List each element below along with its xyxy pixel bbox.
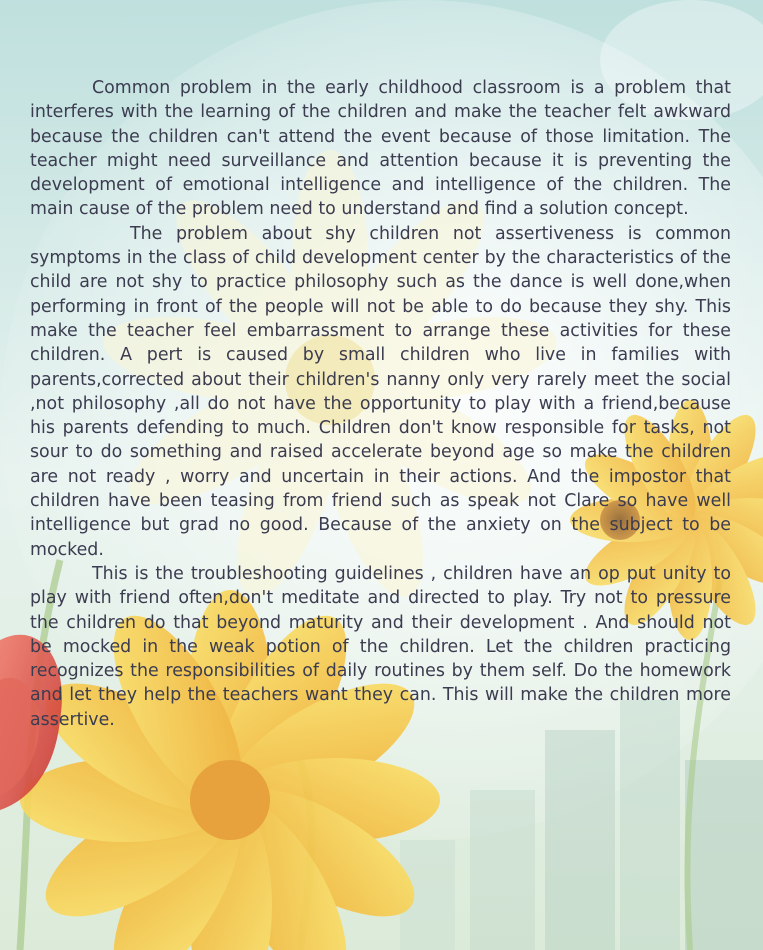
paragraph-1: Common problem in the early childhood classroom is a problem that interferes with the learning of the children and make the teacher felt awkward because the children can't attend the event because of those limitation. The teacher might need surveillance and attention because it is preventing the development of emotional intelligence and intelligence of the children. The main cause of the problem need to understand and find a solution concept. bbox=[30, 78, 731, 220]
essay-body bbox=[30, 76, 731, 732]
paragraph-2: The problem about shy children not assertiveness is common symptoms in the class of child development center by the characteristics of the child are not shy to practice philosophy such as the dance is well done,when performing in front of the people will not be able to do because they shy. This make the teacher feel embarrassment to arrange these activities for these children. A pert is caused by small children who live in families with parents,corrected about their children's nanny only very rarely meet the social ,not philosophy ,all do not have the opportunity to play with a friend,because his parents defending to much. Children don't know responsible for tasks, not sour to do something and raised accelerate beyond age so make the children are not ready , worry and uncertain in their actions. And the impostor that children have been teasing from friend such as speak not Clare so have well intelligence but grad no good. Because of the anxiety on the subject to be mocked. bbox=[30, 223, 731, 560]
paragraph-3: This is the troubleshooting guidelines , children have an op put unity to play with friend often,don't meditate and directed to play. Try not to pressure the children do that beyond maturity and their development . And should not be mocked in the weak potion of the children. Let the children practicing recognizes the responsibilities of daily routines by them self. Do the homework and let they help the teachers want they can. This will make the children more assertive. bbox=[30, 563, 731, 730]
